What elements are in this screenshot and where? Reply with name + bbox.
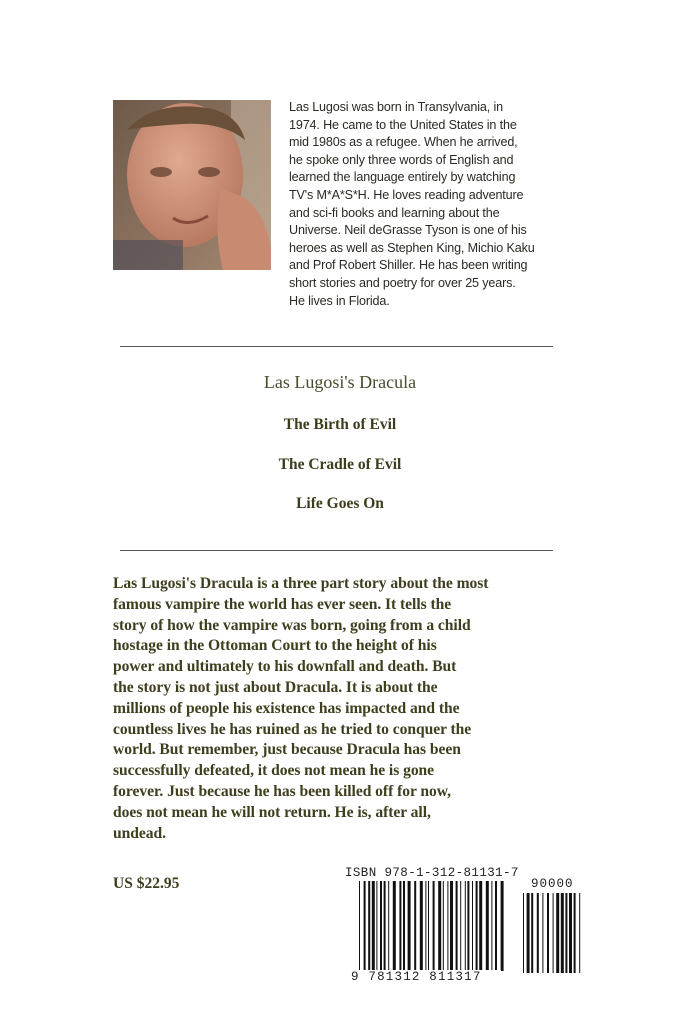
barcode-bar (553, 893, 554, 973)
barcode-bar (450, 881, 453, 971)
barcode-bar (388, 881, 389, 971)
barcode-bar (531, 893, 533, 973)
barcode-bar (565, 893, 567, 973)
author-photo (113, 100, 271, 270)
barcode-bar (569, 893, 572, 973)
barcode-bar (486, 881, 489, 971)
book-title-3: Life Goes On (296, 495, 384, 512)
barcode-bar (425, 881, 426, 971)
barcode-bar (456, 881, 458, 971)
isbn-barcode (359, 881, 504, 971)
book-blurb: Las Lugosi's Dracula is a three part story about the most famous vampire the world has ever seen. It tells the story of how the vampire was born, going from a child hostage in the Ottoman Court to the height of his power and ultimately to his downfall and death. But the story is not just about Dracula. It is about the millions of people his existence has impacted and the countless lives he has ruined as he tried to conquer the world. But remember, just because Dracula has been successfully defeated, it does not mean he is gone forever. Just because he has been killed off for now, does not mean he will not return. He is, after all, undead. (113, 575, 489, 842)
barcode-bar (495, 881, 497, 971)
barcode-bar (368, 881, 370, 971)
barcode-bar (542, 893, 543, 973)
barcode-bar (460, 881, 461, 971)
barcode-bar (384, 881, 386, 971)
barcode-bar (380, 881, 382, 971)
barcode-bar (465, 881, 466, 971)
barcode-number: 9 781312 811317 (351, 970, 501, 984)
barcode-bar (428, 881, 429, 971)
author-bio: Las Lugosi was born in Transylvania, in 1974. He came to the United States in the mid 1980s as a refugee. When he arrived, he spoke only three words of English and learned the language entirely by watching TV's M*A*S*H. He loves reading adventure and sci-fi books and learning about the Universe. Neil deGrasse Tyson is one of his heroes as well as Stephen King, Michio Kaku and Prof Robert Shiller. He has been writing short stories and poetry for over 25 years. He lives in Florida. (289, 100, 535, 308)
barcode-bar (447, 881, 448, 971)
barcode-bar (433, 881, 435, 971)
barcode-bar (443, 881, 444, 971)
barcode-bar (579, 893, 580, 973)
addon-code: 90000 (531, 877, 574, 891)
barcode-bar (561, 893, 564, 973)
barcode-bar (414, 881, 416, 971)
barcode-bar (364, 881, 366, 971)
barcode-bar (479, 881, 482, 971)
barcode-bar (372, 881, 375, 971)
barcode-bar (420, 881, 423, 971)
divider-top (120, 346, 553, 347)
divider-bottom (120, 550, 553, 551)
barcode-bar (501, 881, 504, 971)
barcode-bar (403, 881, 405, 971)
barcode-bar (491, 881, 492, 971)
barcode-bar (359, 881, 360, 971)
addon-barcode (523, 893, 583, 973)
barcode-bar (467, 881, 469, 971)
barcode-bar (476, 881, 478, 971)
isbn-label: ISBN 978-1-312-81131-7 (345, 866, 519, 880)
barcode-bar (574, 893, 576, 973)
barcode-bar (523, 893, 524, 973)
barcode-bar (376, 881, 377, 971)
barcode-bar (547, 893, 549, 973)
book-title-2: The Cradle of Evil (278, 456, 402, 473)
barcode-bar (399, 881, 401, 971)
barcode-bar (408, 881, 411, 971)
barcode-bar (472, 881, 473, 971)
barcode-bar (537, 893, 539, 973)
series-title: Las Lugosi's Dracula (263, 372, 417, 392)
barcode-bar (393, 881, 396, 971)
price: US $22.95 (113, 875, 180, 892)
barcode-bar (556, 893, 559, 973)
barcode-bar (438, 881, 441, 971)
author-portrait-image (113, 100, 271, 270)
barcode-bar (527, 893, 530, 973)
book-title-1: The Birth of Evil (283, 416, 397, 433)
